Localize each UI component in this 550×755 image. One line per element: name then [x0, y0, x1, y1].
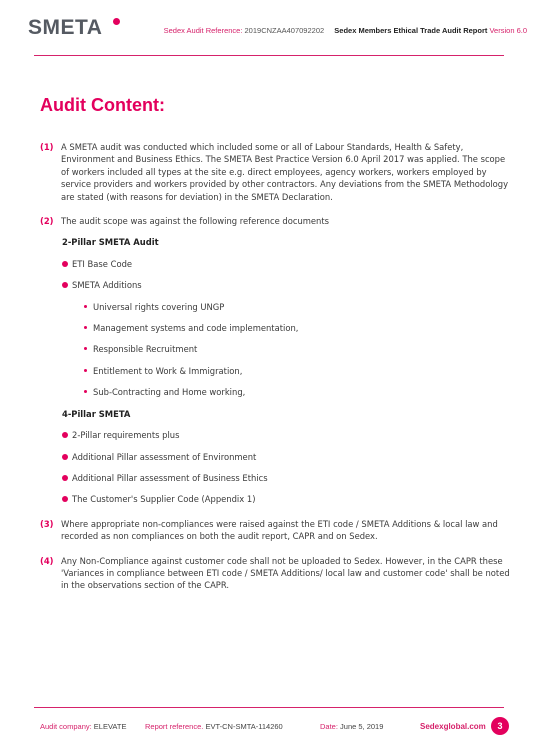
report-reference-value: EVT-CN-SMTA-114260: [205, 722, 283, 731]
header-reference: [164, 26, 527, 35]
paragraph-3: [40, 518, 510, 543]
date-label: Date:: [320, 722, 338, 731]
list-item: Additional Pillar assessment of Environment: [40, 451, 510, 463]
list-item: The Customer's Supplier Code (Appendix 1): [40, 493, 510, 505]
sub-list-item: Sub-Contracting and Home working,: [40, 386, 510, 398]
list-item: SMETA Additions: [40, 279, 510, 291]
footer-report-ref: [145, 722, 283, 731]
logo-dot-icon: [113, 18, 120, 25]
page-footer: [40, 720, 510, 740]
four-pillar-heading: 4-Pillar SMETA: [62, 408, 131, 419]
paragraph-text: The audit scope was against the following reference documents: [61, 216, 330, 227]
audit-content: [40, 141, 510, 592]
sub-list-item: Management systems and code implementation,: [40, 322, 510, 334]
audit-company-label: Audit company:: [40, 722, 92, 731]
paragraph-number: (3): [40, 518, 54, 529]
page-number-badge: 3: [491, 717, 509, 735]
smeta-logo: SMETA: [28, 16, 103, 39]
two-pillar-heading: 2-Pillar SMETA Audit: [62, 237, 159, 248]
footer-date: [320, 722, 383, 731]
list-item: Additional Pillar assessment of Business Ethics: [40, 472, 510, 484]
sub-list-item: Responsible Recruitment: [40, 343, 510, 355]
footer-divider: [34, 707, 504, 708]
audit-reference-label: Sedex Audit Reference:: [163, 26, 243, 35]
audit-company-value: ELEVATE: [93, 722, 127, 731]
date-value: June 5, 2019: [340, 722, 384, 731]
paragraph-number: (2): [40, 216, 54, 227]
header-divider: [34, 55, 504, 56]
sub-list-item: Entitlement to Work & Immigration,: [40, 365, 510, 377]
paragraph-4: [40, 555, 510, 592]
audit-reference-value: 2019CNZAA407092202: [244, 26, 325, 35]
report-version: Version 6.0: [489, 26, 527, 35]
report-title: Sedex Members Ethical Trade Audit Report: [334, 26, 488, 35]
list-item: 2-Pillar requirements plus: [40, 429, 510, 441]
paragraph-text: Any Non-Compliance against customer code shall not be uploaded to Sedex. However, in the CAPR these 'Variances in compliance between ETI code / SMETA Additions/ local law and customer code' shall be noted in the observations section of the CAPR.: [61, 555, 510, 591]
footer-company: [40, 722, 126, 731]
list-item: ETI Base Code: [40, 258, 510, 270]
paragraph-text: A SMETA audit was conducted which included some or all of Labour Standards, Health & Safety, Environment and Business Ethics. The SMETA Best Practice Version 6.0 April 2017 was applied. The scope of workers included all types at the site e.g. direct employees, agency workers, workers employed by service providers and workers provided by other contractors. Any deviations from the SMETA Methodology are stated (with reasons for deviation) in the SMETA Declaration.: [61, 142, 509, 202]
paragraph-2: [40, 215, 510, 227]
sedex-website-link[interactable]: Sedexglobal.com: [420, 722, 486, 731]
report-reference-label: Report reference.: [145, 722, 204, 731]
page-title: Audit Content:: [40, 95, 165, 115]
paragraph-number: (1): [40, 142, 54, 152]
paragraph-number: (4): [40, 555, 54, 566]
paragraph-1: [40, 141, 510, 203]
page-header: [20, 10, 530, 46]
sub-list-item: Universal rights covering UNGP: [40, 301, 510, 313]
paragraph-text: Where appropriate non-compliances were raised against the ETI code / SMETA Additions & local law and recorded as non compliances on both the audit report, CAPR and on Sedex.: [61, 518, 498, 542]
